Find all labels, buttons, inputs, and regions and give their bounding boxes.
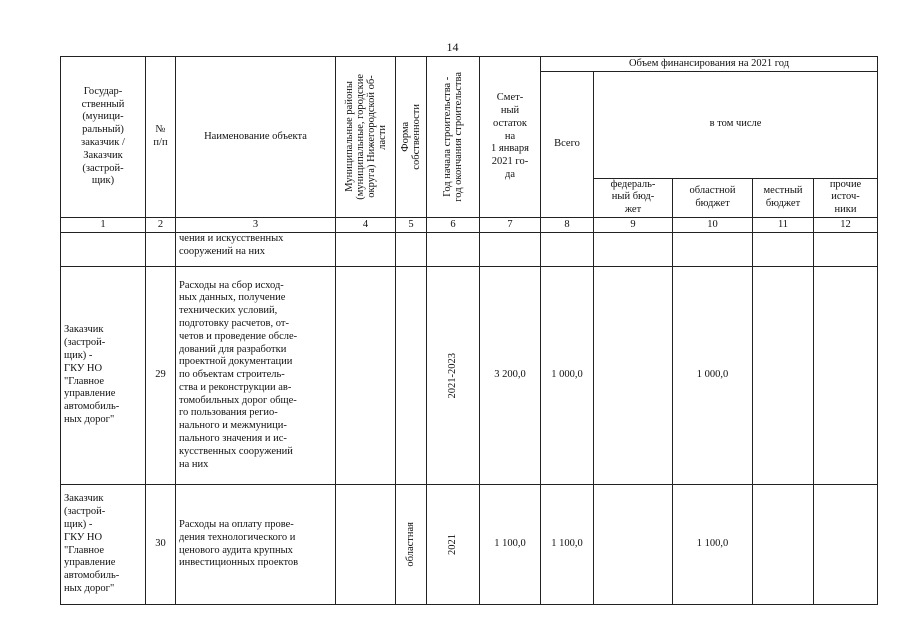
cell-years <box>427 233 480 267</box>
header-including: в том числе <box>594 72 878 179</box>
col-number: 4 <box>336 218 396 233</box>
col-number: 8 <box>541 218 594 233</box>
cell-customer: Заказчик (застрой- щик) - ГКУ НО "Главное управление автомобиль- ных дорог" <box>61 267 146 485</box>
financing-table <box>60 56 878 605</box>
header-years: Год начала строительства - год окончания строительства <box>427 57 480 218</box>
cell-district <box>336 233 396 267</box>
cell-local <box>753 233 814 267</box>
col-number: 9 <box>594 218 673 233</box>
header-customer: Государ- ственный (муници- pальный) заказчик / Заказчик (застрой- щик) <box>61 57 146 218</box>
cell-num: 29 <box>146 267 176 485</box>
cell-num: 30 <box>146 485 176 605</box>
col-number: 1 <box>61 218 146 233</box>
cell-total: 1 100,0 <box>541 485 594 605</box>
cell-district <box>336 485 396 605</box>
col-number: 6 <box>427 218 480 233</box>
cell-federal <box>594 485 673 605</box>
cell-years: 2021 <box>427 485 480 605</box>
cell-customer <box>61 233 146 267</box>
cell-total: 1 000,0 <box>541 267 594 485</box>
header-name: Наименование объекта <box>176 57 336 218</box>
header-row-1 <box>61 57 878 72</box>
table-row <box>61 267 878 485</box>
cell-years: 2021-2023 <box>427 267 480 485</box>
cell-name: чения и искусственных сооружений на них <box>176 233 336 267</box>
cell-federal <box>594 267 673 485</box>
header-num: № п/п <box>146 57 176 218</box>
cell-num <box>146 233 176 267</box>
header-total: Всего <box>541 72 594 218</box>
header-federal: федераль- ный бюд- жет <box>594 178 673 217</box>
col-number: 7 <box>480 218 541 233</box>
cell-customer: Заказчик (застрой- щик) - ГКУ НО "Главное управление автомобиль- ных дорог" <box>61 485 146 605</box>
cell-local <box>753 267 814 485</box>
cell-regional: 1 100,0 <box>673 485 753 605</box>
header-districts: Муниципальные районы (муниципальные, городские округа) Нижегородской об- ласти <box>336 57 396 218</box>
col-number: 10 <box>673 218 753 233</box>
col-number: 2 <box>146 218 176 233</box>
cell-federal <box>594 233 673 267</box>
table-row <box>61 485 878 605</box>
page-number: 14 <box>446 40 459 54</box>
column-numbers-row <box>61 218 878 233</box>
cell-regional <box>673 233 753 267</box>
cell-regional: 1 000,0 <box>673 267 753 485</box>
table-row <box>61 233 878 267</box>
cell-other <box>814 233 878 267</box>
cell-district <box>336 267 396 485</box>
header-funding-title: Объем финансирования на 2021 год <box>541 57 878 72</box>
col-number: 3 <box>176 218 336 233</box>
cell-other <box>814 485 878 605</box>
col-number: 11 <box>753 218 814 233</box>
header-remainder: Смет- ный остаток на 1 января 2021 го- да <box>480 57 541 218</box>
cell-local <box>753 485 814 605</box>
col-number: 5 <box>396 218 427 233</box>
cell-ownership: областная <box>396 485 427 605</box>
cell-other <box>814 267 878 485</box>
cell-remainder <box>480 233 541 267</box>
cell-remainder: 1 100,0 <box>480 485 541 605</box>
cell-remainder: 3 200,0 <box>480 267 541 485</box>
header-local: местный бюджет <box>753 178 814 217</box>
cell-name: Расходы на сбор исход- ных данных, получение технических условий, подготовку расчетов, от- четов и проведение обсле- дований для разработки проектной документации по объектам строитель- ства и реконструкции ав- томобильных дорог обще- го пользования регио- нального и межмуници- пального значения и ис- кусственных сооружений на них <box>176 267 336 485</box>
col-number: 12 <box>814 218 878 233</box>
cell-ownership <box>396 233 427 267</box>
header-regional: областной бюджет <box>673 178 753 217</box>
cell-ownership <box>396 267 427 485</box>
cell-name: Расходы на оплату прове- дения технологического и ценового аудита крупных инвестиционных проектов <box>176 485 336 605</box>
cell-total <box>541 233 594 267</box>
header-other: прочие источ- ники <box>814 178 878 217</box>
header-ownership: Форма собственности <box>396 57 427 218</box>
